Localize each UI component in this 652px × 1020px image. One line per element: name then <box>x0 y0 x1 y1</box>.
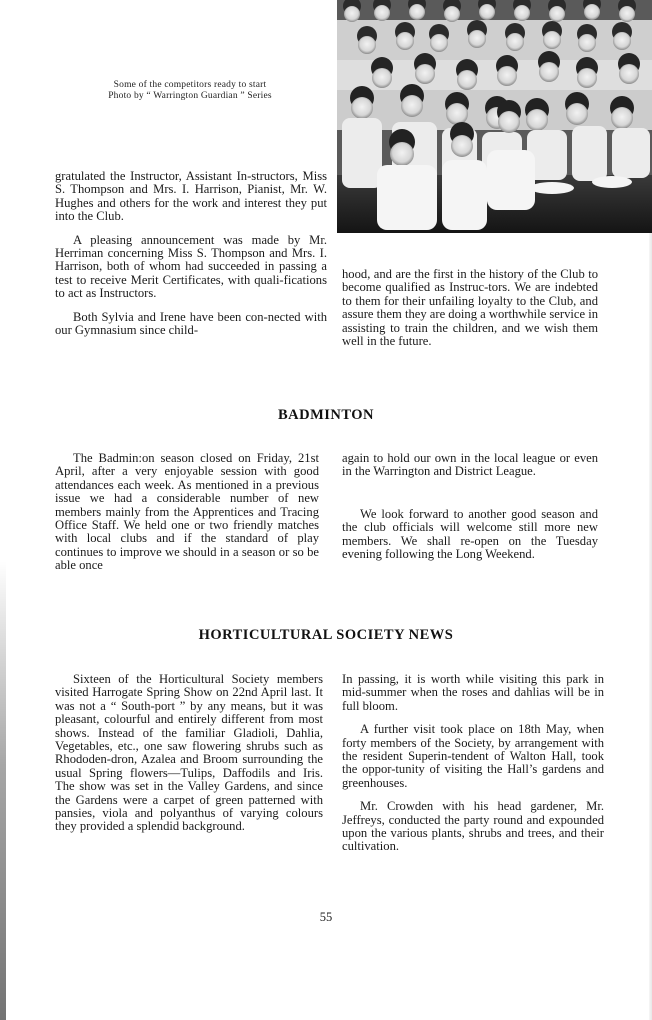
horticultural-right-column <box>342 673 604 854</box>
paragraph: hood, and are the first in the history of the Club to become qualified as Instruc-tors. We are indebted to them for their unfailing loyalty to the Club, and assure them they are doing a worthwhile service in assisting to train the children, and we wish them well in the future. <box>342 267 598 349</box>
photo-caption <box>60 80 320 102</box>
group-photo <box>337 0 652 233</box>
paragraph: The Badmin:on season closed on Friday, 21st April, after a very enjoyable session with good attendances each week. As mentioned in a previous issue we had a considerable number of new members mainly from the Apprentices and Tracing Office Staff. We held one or two friendly matches with local clubs and if the standard of play continues to improve we should in a season or so be able once <box>55 451 319 573</box>
paragraph: gratulated the Instructor, Assistant In-structors, Miss S. Thompson and Mrs. I. Harrison, Pianist, Mr. W. Hughes and others for the work and interest they put into the Club. <box>55 169 327 224</box>
page-binding-shadow <box>0 0 6 1020</box>
children-group-photo-icon <box>337 0 652 233</box>
section-heading-badminton: BADMINTON <box>277 407 375 423</box>
gymnasium-right-column <box>342 268 598 348</box>
paragraph: A further visit took place on 18th May, when forty members of the Society, by arrangement with the resident Superin-tendent of Walton Hall, took the oppor-tunity of visiting the Hall’s gardens and greenhouses. <box>342 722 604 790</box>
paragraph: A pleasing announcement was made by Mr. Herriman concerning Miss S. Thompson and Mrs. I. Harrison, both of whom had succeeded in passing a test to receive Merit Certificates, with quali-fications to act as Instructors. <box>55 232 327 301</box>
section-heading-horticultural: HORTICULTURAL SOCIETY NEWS <box>198 627 454 643</box>
page-number: 55 <box>319 910 333 924</box>
caption-line-2: Photo by “ Warrington Guardian ” Series <box>108 91 272 101</box>
paragraph: Sixteen of the Horticultural Society members visited Harrogate Spring Show on 22nd April last. It was not a “ South-port ” by any means, but it was pleasant, colourful and entirely different from most shows. Instead of the familiar Gladioli, Dahlia, Vegetables, etc., one saw flowering shrubs such as Rhododen-dron, Azalea and Broom surrounding the usual Spring flowers—Tulips, Daffodils and Iris. The show was set in the Valley Gardens, and since the Gardens were a carpet of green patterned with pansies, viola and polyanthus of varying colours they provided a splendid background. <box>55 672 323 834</box>
badminton-left-column <box>55 452 319 573</box>
paragraph: In passing, it is worth while visiting this park in mid-summer when the roses and dahlias will be in full bloom. <box>342 672 604 713</box>
badminton-right-column <box>342 452 598 561</box>
horticultural-left-column <box>55 673 323 834</box>
paragraph: We look forward to another good season and the club officials will welcome still more new members. We shall re-open on the Tuesday evening following the Long Weekend. <box>342 506 598 562</box>
caption-line-1: Some of the competitors ready to start <box>113 80 267 90</box>
paragraph: again to hold our own in the local league or even in the Warrington and District League. <box>342 451 598 479</box>
gymnasium-left-column <box>55 170 327 337</box>
paragraph: Mr. Crowden with his head gardener, Mr. Jeffreys, conducted the party round and expounded upon the various plants, shrubs and trees, and their cultivation. <box>342 799 604 854</box>
paragraph: Both Sylvia and Irene have been con-nected with our Gymnasium since child- <box>55 309 327 338</box>
